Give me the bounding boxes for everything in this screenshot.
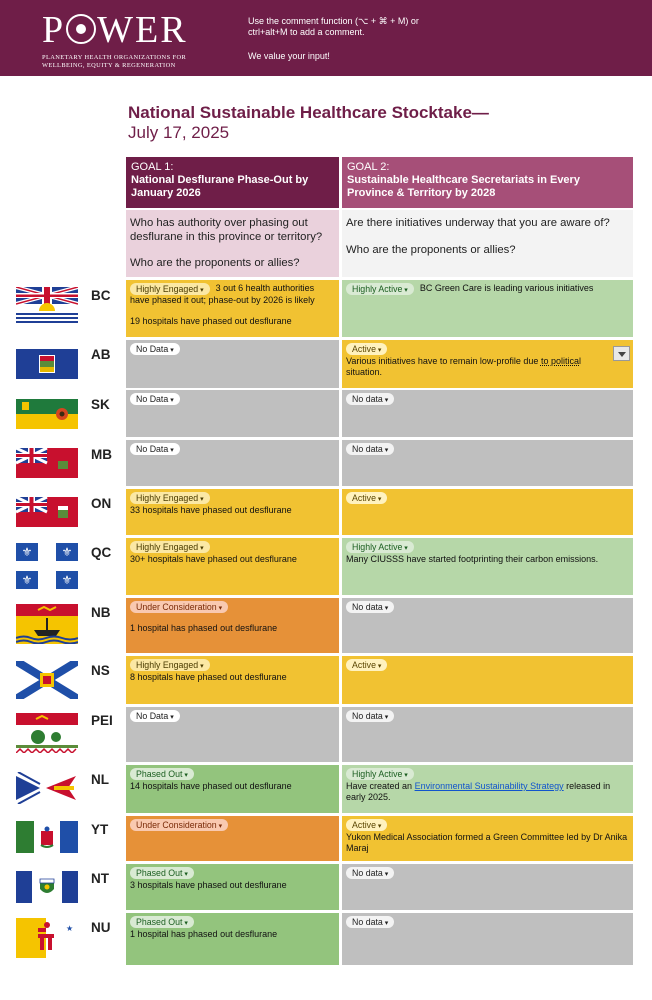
- goal1-question-allies: Who are the proponents or allies?: [130, 257, 300, 269]
- status-chip[interactable]: No Data ▾: [130, 710, 180, 722]
- status-chip[interactable]: Highly Active ▾: [346, 283, 414, 295]
- strategy-link[interactable]: Environmental Sustainability Strategy: [414, 781, 564, 791]
- dropdown-arrow-icon[interactable]: [613, 346, 630, 361]
- bc-goal2-text: BC Green Care is leading various initiatives: [419, 283, 594, 293]
- qc-goal1-cell[interactable]: [126, 538, 339, 595]
- bc-goal1-text: 3 out 6 health authorities have phased it out; phase-out by 2026 is likely: [130, 283, 315, 305]
- flag-yt-icon: [16, 821, 78, 853]
- goal1-header[interactable]: [126, 157, 339, 208]
- nu-goal1-text: 1 hospital has phased out desflurane: [130, 929, 278, 939]
- nt-goal2-cell[interactable]: [342, 864, 633, 910]
- nl-goal2-text: Have created an: [346, 781, 413, 791]
- flag-mb-icon: [16, 448, 78, 478]
- comment-hint: Use the comment function (⌥ + ⌘ + M) or ctrl+alt+M to add a comment.: [248, 16, 419, 37]
- pei-goal2-cell[interactable]: [342, 707, 633, 762]
- status-chip[interactable]: Highly Engaged ▾: [130, 659, 210, 671]
- province-on: ON: [91, 496, 112, 511]
- bc-goal2-cell[interactable]: [342, 280, 633, 337]
- province-nl: NL: [91, 772, 109, 787]
- status-chip[interactable]: Highly Engaged ▾: [130, 541, 210, 553]
- bc-goal1-cell[interactable]: [126, 280, 339, 337]
- power-logo: P WER: [42, 9, 188, 51]
- status-chip[interactable]: Active ▾: [346, 659, 387, 671]
- flag-nb-icon: [16, 604, 78, 644]
- status-chip[interactable]: Highly Active ▾: [346, 541, 414, 553]
- province-nt: NT: [91, 871, 109, 886]
- status-chip[interactable]: Highly Engaged ▾: [130, 492, 210, 504]
- flag-sk-icon: [16, 399, 78, 429]
- status-chip[interactable]: Active ▾: [346, 492, 387, 504]
- qc-goal2-cell[interactable]: [342, 538, 633, 595]
- ns-goal2-cell[interactable]: [342, 656, 633, 704]
- status-chip[interactable]: No data ▾: [346, 916, 394, 928]
- ab-goal2-text: Various initiatives have to remain low-profile due: [346, 356, 539, 366]
- ab-goal2-text-end: situation.: [346, 366, 383, 377]
- nu-goal2-cell[interactable]: [342, 913, 633, 965]
- goal1-questions[interactable]: [126, 210, 339, 277]
- flag-on-icon: [16, 497, 78, 527]
- status-chip[interactable]: No Data ▾: [130, 443, 180, 455]
- svg-text:⚜: ⚜: [61, 545, 73, 559]
- goal2-question-initiatives: Are there initiatives underway that you are aware of?: [346, 217, 610, 229]
- ns-goal1-text: 8 hospitals have phased out desflurane: [130, 672, 287, 682]
- province-qc: QC: [91, 545, 112, 560]
- nl-goal1-cell[interactable]: [126, 765, 339, 813]
- flag-pei-icon: [16, 713, 78, 753]
- province-ab: AB: [91, 347, 111, 362]
- status-chip[interactable]: No data ▾: [346, 601, 394, 613]
- goal2-header[interactable]: [342, 157, 633, 208]
- ab-goal1-cell[interactable]: [126, 340, 339, 388]
- flag-nt-icon: [16, 871, 78, 903]
- goal2-questions[interactable]: [342, 210, 633, 277]
- nu-goal1-cell[interactable]: [126, 913, 339, 965]
- status-chip[interactable]: Phased Out ▾: [130, 916, 194, 928]
- flag-ab-icon: [16, 349, 78, 379]
- status-chip[interactable]: No data ▾: [346, 443, 394, 455]
- nb-goal1-text: 1 hospital has phased out desflurane: [130, 623, 278, 633]
- mb-goal2-cell[interactable]: [342, 440, 633, 486]
- svg-text:⚜: ⚜: [21, 545, 33, 559]
- svg-text:⚜: ⚜: [21, 573, 33, 587]
- goal2-title: Sustainable Healthcare Secretariats in Every Province & Territory by 2028: [347, 174, 580, 199]
- flag-qc-icon: [16, 543, 78, 589]
- yt-goal2-text: Yukon Medical Association formed a Green Committee led by Dr Anika Maraj: [346, 832, 628, 853]
- logo-subtitle: PLANETARY HEALTH ORGANIZATIONS FOR WELLBEING, EQUITY & REGENERATION: [42, 54, 187, 69]
- qc-goal2-text: Many CIUSSS have started footprinting their carbon emissions.: [346, 554, 599, 564]
- header-banner: [0, 0, 652, 76]
- pei-goal1-cell[interactable]: [126, 707, 339, 762]
- province-ns: NS: [91, 663, 110, 678]
- status-chip[interactable]: Active ▾: [346, 819, 387, 831]
- svg-text:★: ★: [66, 924, 74, 933]
- page-title: National Sustainable Healthcare Stocktake—: [128, 103, 489, 122]
- ab-goal2-cell[interactable]: [342, 340, 633, 388]
- qc-goal1-text: 30+ hospitals have phased out desflurane: [130, 554, 297, 564]
- status-chip[interactable]: No Data ▾: [130, 393, 180, 405]
- status-chip[interactable]: No Data ▾: [130, 343, 180, 355]
- status-chip[interactable]: No data ▾: [346, 867, 394, 879]
- on-goal1-cell[interactable]: [126, 489, 339, 535]
- status-chip[interactable]: Active ▾: [346, 343, 387, 355]
- nl-goal2-cell[interactable]: [342, 765, 633, 813]
- flag-ns-icon: [16, 661, 78, 699]
- goal1-number: GOAL 1:: [131, 161, 174, 173]
- province-nb: NB: [91, 605, 111, 620]
- goal2-number: GOAL 2:: [347, 161, 390, 173]
- value-message: We value your input!: [248, 51, 330, 61]
- nl-goal2-text-end: released in early 2025.: [346, 781, 611, 802]
- flag-nl-icon: [16, 772, 78, 804]
- logo-o-icon: [66, 14, 96, 44]
- yt-goal1-cell[interactable]: [126, 816, 339, 861]
- nt-goal1-cell[interactable]: [126, 864, 339, 910]
- status-chip[interactable]: No data ▾: [346, 710, 394, 722]
- status-chip[interactable]: Highly Active ▾: [346, 768, 414, 780]
- nb-goal2-cell[interactable]: [342, 598, 633, 653]
- ns-goal1-cell[interactable]: [126, 656, 339, 704]
- svg-text:⚜: ⚜: [61, 573, 73, 587]
- sk-goal1-cell[interactable]: [126, 390, 339, 437]
- status-chip[interactable]: Phased Out ▾: [130, 867, 194, 879]
- mb-goal1-cell[interactable]: [126, 440, 339, 486]
- flag-nu-icon: [16, 918, 78, 958]
- nl-goal1-text: 14 hospitals have phased out desflurane: [130, 781, 292, 791]
- goal1-question-authority: Who has authority over phasing out desflurane in this province or territory?: [130, 217, 323, 243]
- nt-goal1-text: 3 hospitals have phased out desflurane: [130, 880, 287, 890]
- status-chip[interactable]: No data ▾: [346, 393, 394, 405]
- status-chip[interactable]: Under Consideration ▾: [130, 819, 228, 831]
- flag-bc-icon: [16, 287, 78, 325]
- province-mb: MB: [91, 447, 112, 462]
- bc-goal1-text2: 19 hospitals have phased out desflurane: [130, 315, 292, 326]
- province-nu: NU: [91, 920, 111, 935]
- on-goal2-cell[interactable]: [342, 489, 633, 535]
- on-goal1-text: 33 hospitals have phased out desflurane: [130, 505, 292, 515]
- status-chip[interactable]: Under Consideration ▾: [130, 601, 228, 613]
- goal2-question-allies: Who are the proponents or allies?: [346, 243, 516, 256]
- province-bc: BC: [91, 288, 111, 303]
- goal1-title: National Desflurane Phase-Out by January 2026: [131, 174, 309, 199]
- province-yt: YT: [91, 822, 109, 837]
- province-pei: PEI: [91, 713, 113, 728]
- sk-goal2-cell[interactable]: [342, 390, 633, 437]
- yt-goal2-cell[interactable]: [342, 816, 633, 861]
- status-chip[interactable]: Phased Out ▾: [130, 768, 194, 780]
- nb-goal1-cell[interactable]: [126, 598, 339, 653]
- page-date: July 17, 2025: [128, 123, 230, 142]
- status-chip[interactable]: Highly Engaged ▾: [130, 283, 210, 295]
- province-sk: SK: [91, 397, 110, 412]
- ab-goal2-comment[interactable]: to political: [540, 356, 581, 366]
